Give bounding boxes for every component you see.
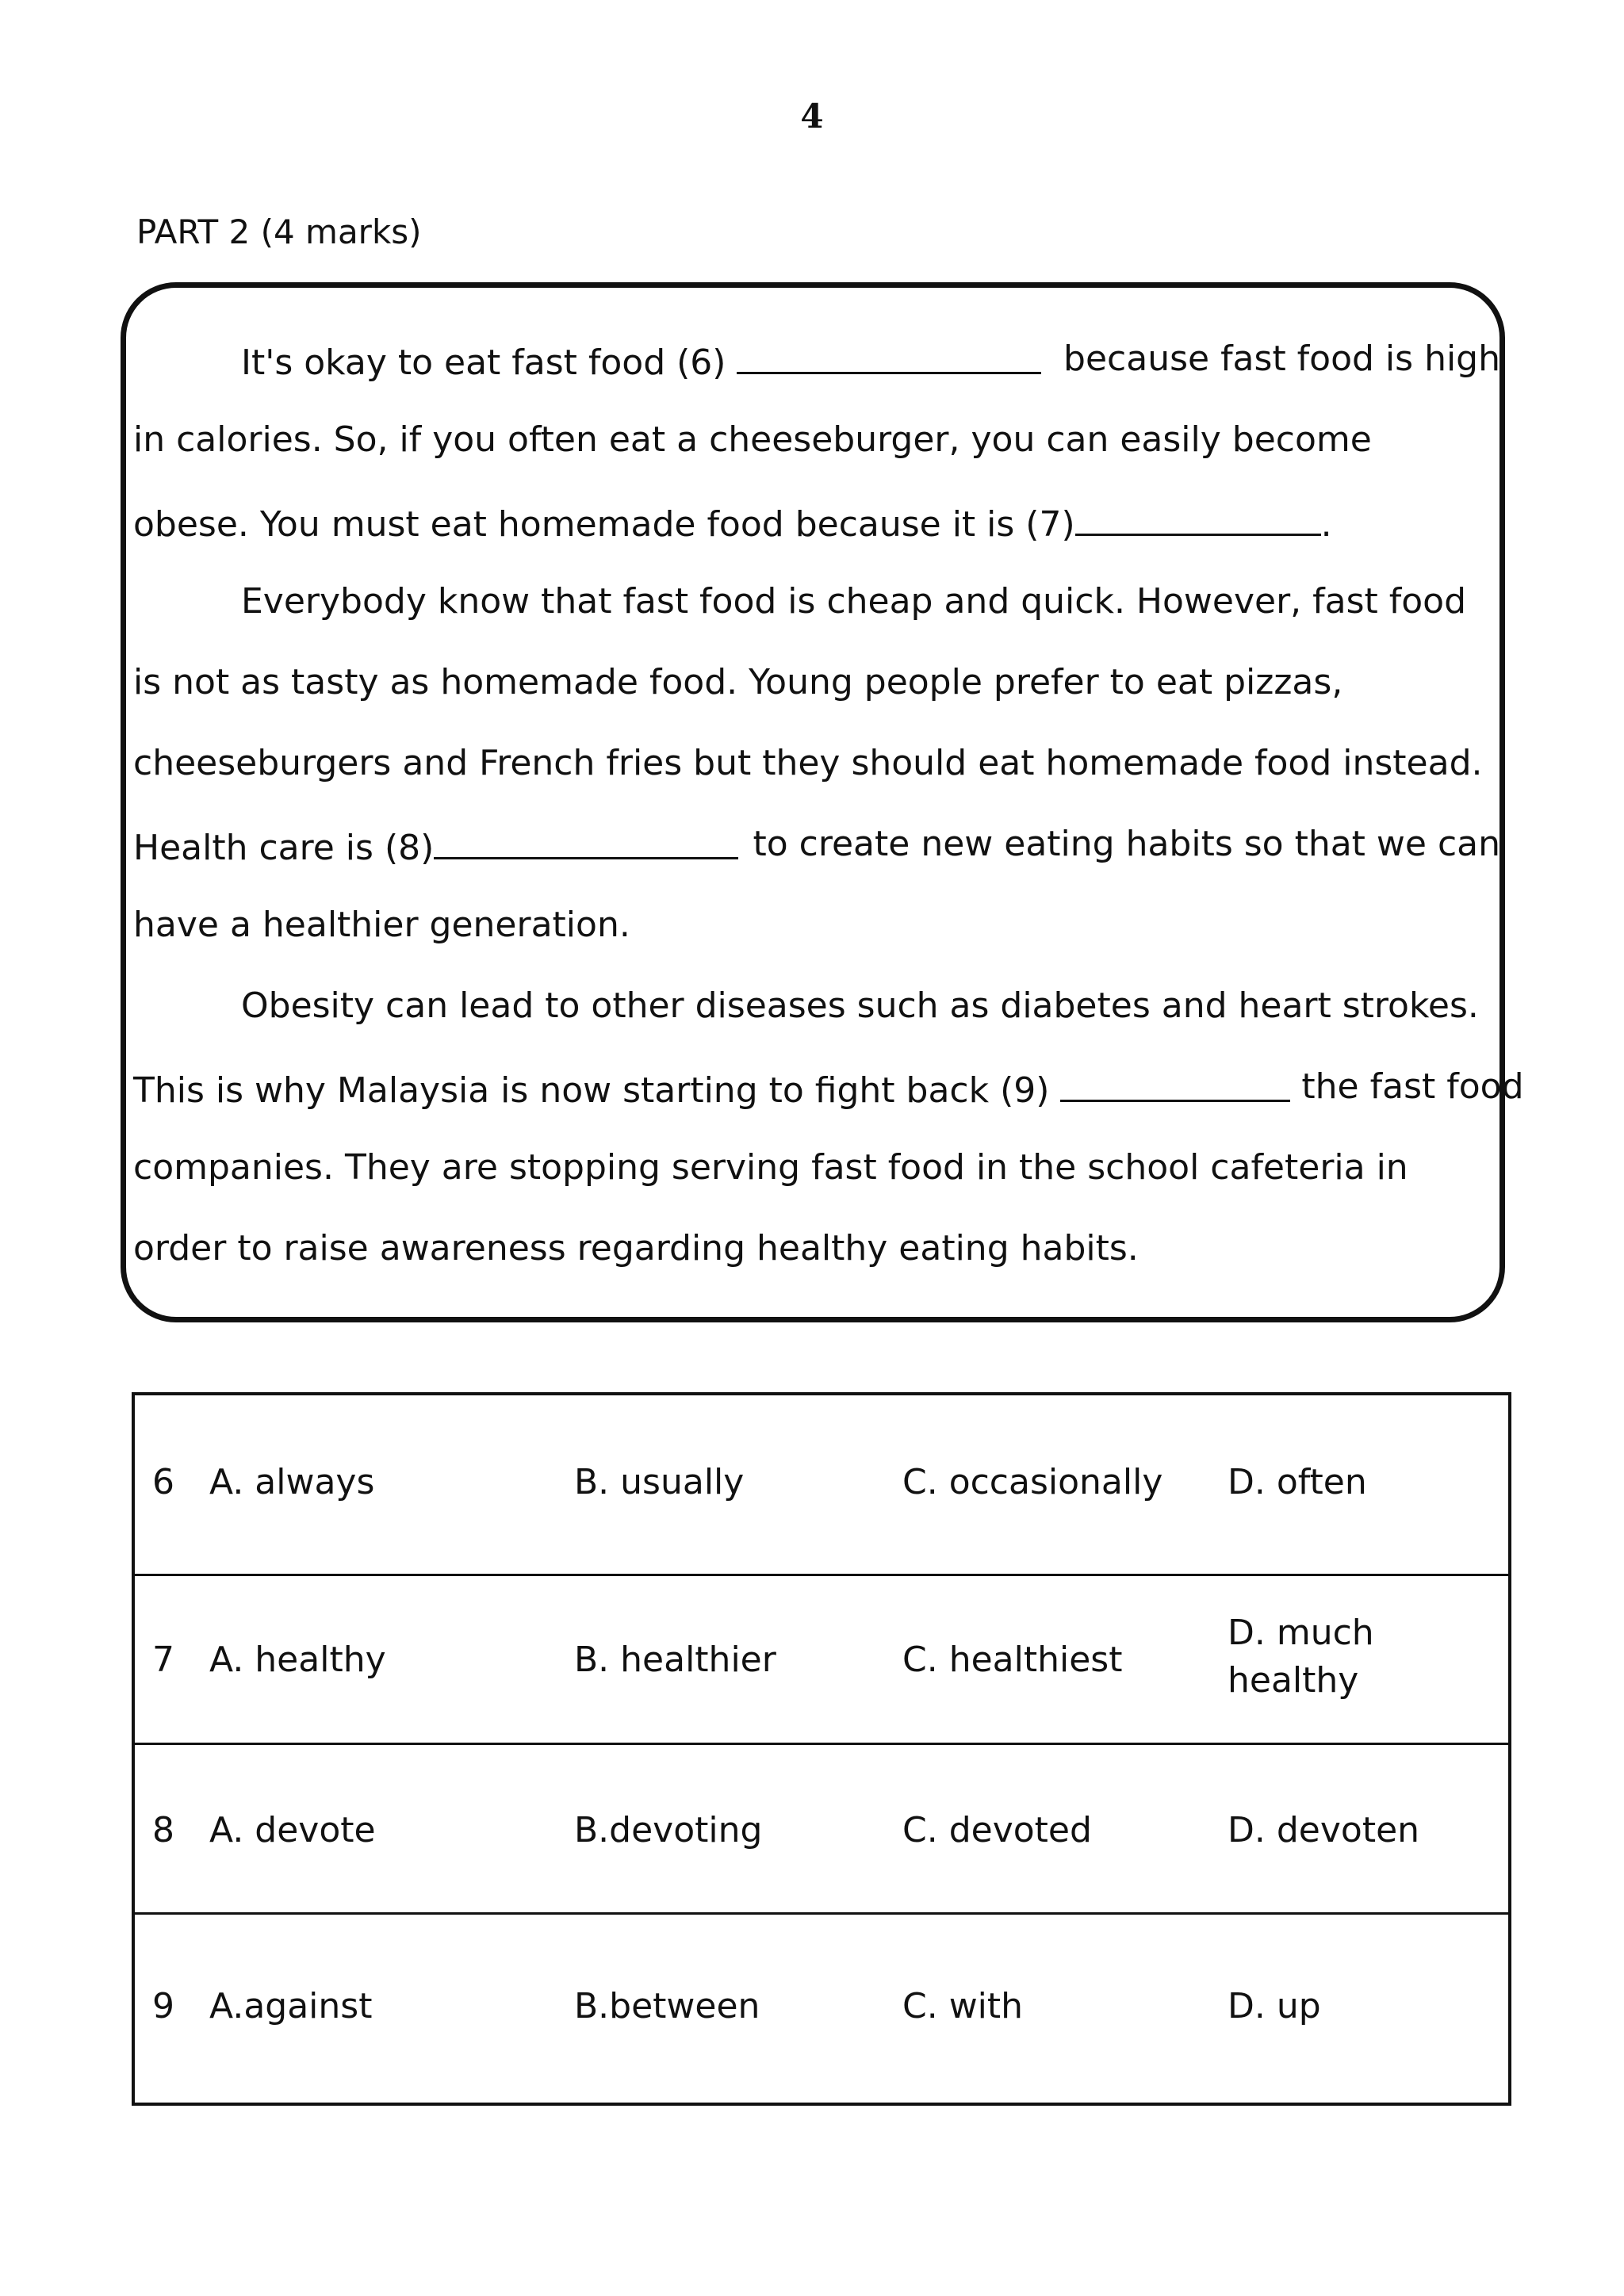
passage-text-before-blank-9: This is why Malaysia is now starting to fight back (9) — [133, 1070, 1050, 1111]
question-number: 9 — [152, 1986, 174, 2026]
option-b[interactable]: B.between — [574, 1986, 760, 2026]
passage-line-2: in calories. So, if you often eat a cheeseburger, you can easily become — [133, 419, 1372, 460]
question-number: 6 — [152, 1462, 174, 1502]
option-c[interactable]: C. with — [902, 1986, 1024, 2026]
option-a[interactable]: A. healthy — [209, 1640, 386, 1680]
option-a[interactable]: A.against — [209, 1986, 373, 2026]
blank-9 — [1060, 1063, 1290, 1102]
passage-line-10 — [133, 1063, 1524, 1115]
option-b[interactable]: B. healthier — [574, 1640, 776, 1680]
passage-text-after-blank-8: to create new eating habits so that we can — [753, 824, 1500, 864]
option-b[interactable]: B.devoting — [574, 1810, 763, 1850]
option-d[interactable]: D. up — [1228, 1986, 1321, 2026]
option-d[interactable]: D. often — [1228, 1462, 1367, 1502]
answer-options-table — [132, 1392, 1511, 2106]
question-number: 7 — [152, 1640, 174, 1680]
passage-line-9: Obesity can lead to other diseases such as diabetes and heart strokes. — [241, 985, 1479, 1026]
question-number: 8 — [152, 1810, 174, 1850]
passage-text-after-blank-9: the fast food — [1301, 1066, 1524, 1107]
option-d[interactable]: D. much healthy — [1228, 1613, 1374, 1701]
passage-line-4: Everybody know that fast food is cheap and quick. However, fast food — [241, 581, 1467, 622]
row-divider — [135, 1912, 1508, 1915]
option-b[interactable]: B. usually — [574, 1462, 745, 1502]
passage-text-before-blank-6: It's okay to eat fast food (6) — [241, 342, 726, 383]
row-divider — [135, 1743, 1508, 1745]
part-heading: PART 2 (4 marks) — [136, 212, 422, 251]
row-divider — [135, 1574, 1508, 1576]
passage-line-7 — [133, 821, 1500, 872]
blank-7 — [1075, 497, 1321, 536]
option-d[interactable]: D. devoten — [1228, 1810, 1420, 1850]
option-c[interactable]: C. occasionally — [902, 1462, 1163, 1502]
passage-line-5: is not as tasty as homemade food. Young people prefer to eat pizzas, — [133, 662, 1343, 702]
passage-text-after-blank-6: because fast food is high — [1063, 339, 1500, 379]
blank-6 — [737, 335, 1041, 374]
option-a[interactable]: A. devote — [209, 1810, 376, 1850]
passage-text — [133, 1063, 1301, 1115]
passage-line-6: cheeseburgers and French fries but they should eat homemade food instead. — [133, 743, 1483, 783]
option-c[interactable]: C. devoted — [902, 1810, 1092, 1850]
option-c[interactable]: C. healthiest — [902, 1640, 1123, 1680]
passage-text-before-blank-7: obese. You must eat homemade food because it is (7) — [133, 504, 1075, 545]
page-number: 4 — [800, 97, 824, 136]
passage-line-8: have a healthier generation. — [133, 905, 630, 945]
passage-line-3 — [133, 497, 1500, 549]
passage-text-before-blank-8: Health care is (8) — [133, 828, 435, 868]
blank-8 — [434, 821, 738, 859]
passage-text — [133, 821, 749, 872]
passage-text-after-blank-7: . — [1320, 504, 1332, 545]
passage-line-11: companies. They are stopping serving fast food in the school cafeteria in — [133, 1147, 1408, 1188]
option-a[interactable]: A. always — [209, 1462, 375, 1502]
passage-line-12: order to raise awareness regarding healthy eating habits. — [133, 1228, 1139, 1269]
passage-text — [241, 335, 1052, 387]
passage-line-1 — [133, 335, 1500, 387]
